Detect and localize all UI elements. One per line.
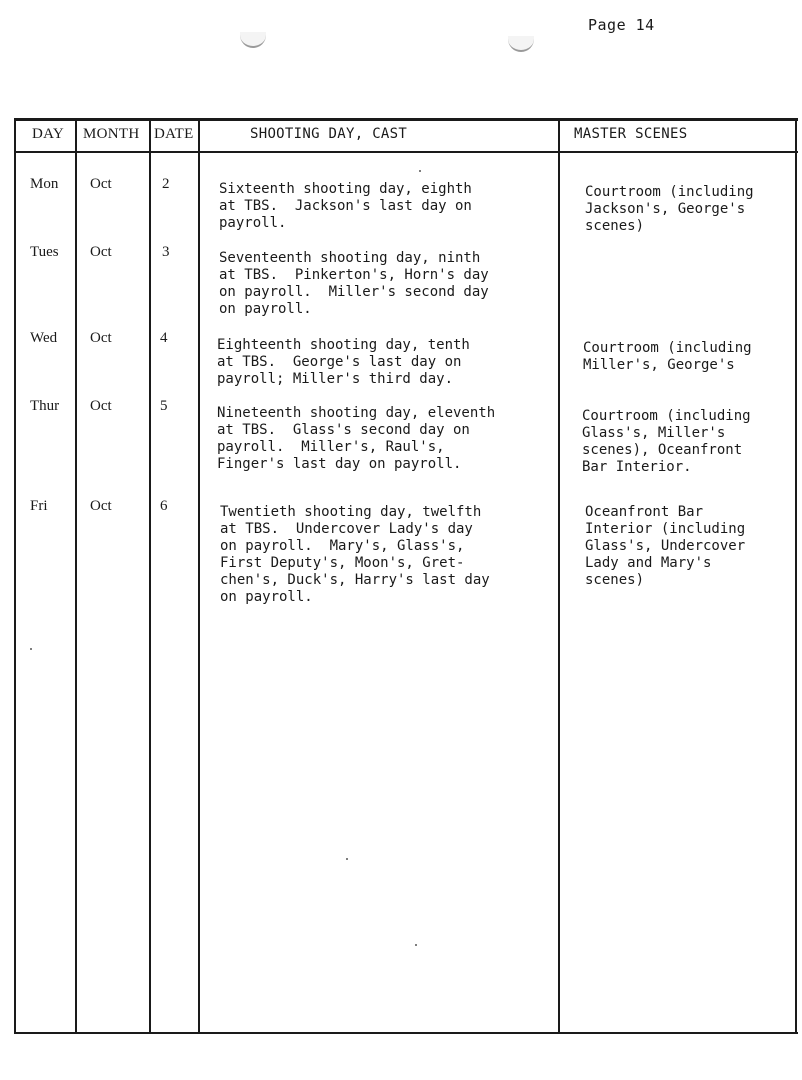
column-divider-day (75, 118, 77, 1034)
column-divider-shooting (558, 118, 560, 1034)
row-day: Fri (30, 498, 48, 514)
row-master-scenes: Courtroom (including Miller's, George's (583, 340, 752, 373)
row-day: Tues (30, 244, 59, 260)
row-shooting-cast: Sixteenth shooting day, eighth at TBS. Jackson's last day on payroll. (219, 181, 472, 231)
scan-speck (30, 648, 32, 650)
row-month: Oct (90, 244, 112, 260)
row-shooting-cast: Nineteenth shooting day, eleventh at TBS. Glass's second day on payroll. Miller's, Raul's, Finger's last day on payroll. (217, 405, 496, 472)
row-shooting-cast: Eighteenth shooting day, tenth at TBS. George's last day on payroll; Miller's third day. (217, 337, 470, 387)
table-bottom-border (14, 1032, 798, 1034)
row-master-scenes: Oceanfront Bar Interior (including Glass's, Undercover Lady and Mary's scenes) (585, 504, 746, 588)
row-master-scenes: Courtroom (including Jackson's, George's scenes) (585, 184, 754, 234)
header-month: MONTH (83, 126, 140, 142)
row-date: 4 (160, 330, 168, 346)
row-shooting-cast: Twentieth shooting day, twelfth at TBS. Undercover Lady's day on payroll. Mary's, Glass's, First Deputy's, Moon's, Gret- chen's, Duck's, Harry's last day on payroll. (220, 504, 490, 605)
header-shooting-day-cast: SHOOTING DAY, CAST (250, 126, 408, 142)
row-date: 2 (162, 176, 170, 192)
page-number: Page 14 (588, 16, 655, 34)
schedule-table (14, 118, 798, 1036)
row-month: Oct (90, 398, 112, 414)
row-month: Oct (90, 330, 112, 346)
scan-speck (415, 944, 417, 946)
row-date: 5 (160, 398, 168, 414)
punch-hole-right (508, 36, 534, 52)
table-left-border (14, 118, 16, 1034)
header-day: DAY (32, 126, 65, 142)
header-master-scenes: MASTER SCENES (574, 126, 688, 142)
row-day: Thur (30, 398, 60, 414)
row-day: Wed (30, 330, 58, 346)
row-master-scenes: Courtroom (including Glass's, Miller's scenes), Oceanfront Bar Interior. (582, 408, 751, 475)
row-date: 6 (160, 498, 168, 514)
row-day: Mon (30, 176, 59, 192)
punch-hole-left (240, 32, 266, 48)
table-top-border (14, 118, 798, 121)
row-month: Oct (90, 498, 112, 514)
row-month: Oct (90, 176, 112, 192)
column-divider-month (149, 118, 151, 1034)
row-shooting-cast: Seventeenth shooting day, ninth at TBS. Pinkerton's, Horn's day on payroll. Miller's second day on payroll. (219, 250, 489, 317)
column-divider-date (198, 118, 200, 1034)
scan-speck (419, 170, 421, 172)
scan-speck (346, 858, 348, 860)
row-date: 3 (162, 244, 170, 260)
header-divider (14, 151, 798, 153)
table-right-border (795, 118, 797, 1034)
header-date: DATE (154, 126, 194, 142)
